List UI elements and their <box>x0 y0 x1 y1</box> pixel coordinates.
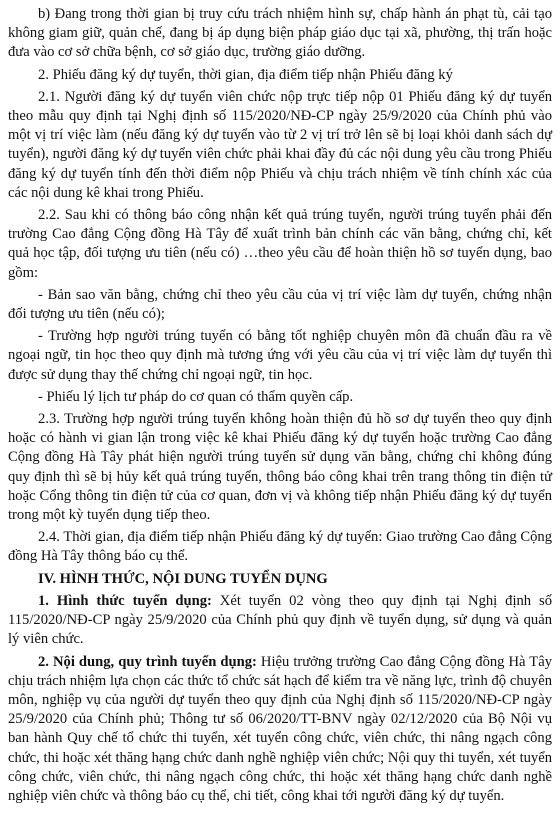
recruitment-process-text: Hiệu trưởng trường Cao đẳng Cộng đồng Hà Tây chịu trách nhiệm lựa chọn các thức tổ chức sát hạch để kiểm tra về năng lực, trình độ chuyên môn, nghiệp vụ của người dự tuyển theo quy định của Nghị định số 115/2020/NĐ-CP ngày 25/9/2020 của Chính phủ; Thông tư số 06/2020/TT-BNV ngày 02/12/2020 của Bộ Nội vụ ban hành Quy chế tổ chức thi tuyển, xét tuyển công chức, viên chức, thi nâng ngạch công chức, thi hoặc xét thăng hạng chức danh nghề nghiệp viên chức; Nội quy thi tuyển, xét tuyển công chức, viên chức, thi nâng ngạch công chức, thi hoặc xét thăng hạng chức danh nghề nghiệp viên chức và thông báo cụ thể, chi tiết, công khai tới người đăng ký dự tuyển. <box>8 653 552 804</box>
paragraph-recruitment-process <box>8 653 552 807</box>
paragraph-item-b: b) Đang trong thời gian bị truy cứu trách nhiệm hình sự, chấp hành án phạt tù, cải tạo không giam giữ, quản chế, đang bị áp dụng biện pháp giáo dục tại xã, phường, thị trấn hoặc đưa vào cơ sở chữa bệnh, cơ sở giáo dục, trường giáo dưỡng. <box>8 6 552 61</box>
paragraph-section-2-title: 2. Phiếu đăng ký dự tuyển, thời gian, địa điểm tiếp nhận Phiếu đăng ký <box>38 66 453 83</box>
paragraph-2-3: 2.3. Trường hợp người trúng tuyển không hoàn thiện đủ hồ sơ dự tuyển theo quy định hoặc có hành vi gian lận trong việc kê khai Phiếu đăng ký dự tuyển hoặc trường Cao đẳng Cộng đồng Hà Tây phát hiện người trúng tuyển sử dụng văn bằng, chứng chỉ không đúng quy định thì sẽ bị hủy kết quả trúng tuyển, thông báo công khai trên trang thông tin điện tử hoặc Cổng thông tin điện tử của cơ quan, đơn vị và không tiếp nhận Phiếu đăng ký dự tuyển trong một kỳ tuyển dụng tiếp theo. <box>8 411 552 524</box>
paragraph-2-2: 2.2. Sau khi có thông báo công nhận kết quả trúng tuyển, người trúng tuyển phải đến trường Cao đẳng Cộng đồng Hà Tây để xuất trình bản chính các văn bằng, chứng chỉ, kết quả học tập, đối tượng ưu tiên (nếu có) …theo yêu cầu để hoàn thiện hồ sơ tuyển dụng, bao gồm: <box>8 207 552 281</box>
paragraph-bullet-criminal-record: - Phiếu lý lịch tư pháp do cơ quan có thẩm quyền cấp. <box>38 388 354 405</box>
paragraph-2-1: 2.1. Người đăng ký dự tuyển viên chức nộp trực tiếp nộp 01 Phiếu đăng ký dự tuyển theo mẫu quy định tại Nghị định số 115/2020/NĐ-CP ngày 25/9/2020 của Chính phủ vào một vị trí việc làm (nếu đăng ký dự tuyển vào từ 2 vị trí trở lên sẽ bị loại khỏi danh sách dự tuyển), người đăng ký dự tuyển viên chức phải khai đầy đủ các nội dung yêu cầu trong Phiếu đăng ký dự tuyển tính đến thời điểm nộp Phiếu và chịu trách nhiệm về tính chính xác của các nội dung kê khai trong Phiếu. <box>8 88 552 201</box>
paragraph-2-4: 2.4. Thời gian, địa điểm tiếp nhận Phiếu đăng ký dự tuyển: Giao trường Cao đẳng Cộng đồng Hà Tây thông báo cụ thể. <box>8 529 552 565</box>
paragraph-bullet-graduate-degree: - Trường hợp người trúng tuyển có bằng tốt nghiệp chuyên môn đã chuẩn đầu ra về ngoại ngữ, tin học theo quy định mà tương ứng với yêu cầu của vị trí việc làm dự tuyển thì được sử dụng thay thế chứng chỉ ngoại ngữ, tin học. <box>8 328 552 383</box>
paragraph-bullet-copy-diploma: - Bản sao văn bằng, chứng chỉ theo yêu cầu của vị trí việc làm dự tuyển, chứng nhận đối tượng ưu tiên (nếu có); <box>8 286 552 323</box>
recruitment-form-label: 1. Hình thức tuyển dụng: <box>38 592 212 609</box>
paragraph-recruitment-form <box>8 592 552 650</box>
recruitment-form-text: Xét tuyển 02 vòng theo quy định tại Nghị định số 115/2020/NĐ-CP ngày 25/9/2020 của Chính phủ quy định về tuyển dụng, sử dụng và quản lý viên chức. <box>8 592 552 648</box>
recruitment-process-label: 2. Nội dung, quy trình tuyển dụng: <box>38 653 257 670</box>
section-iv-heading: IV. HÌNH THỨC, NỘI DUNG TUYỂN DỤNG <box>38 570 328 587</box>
